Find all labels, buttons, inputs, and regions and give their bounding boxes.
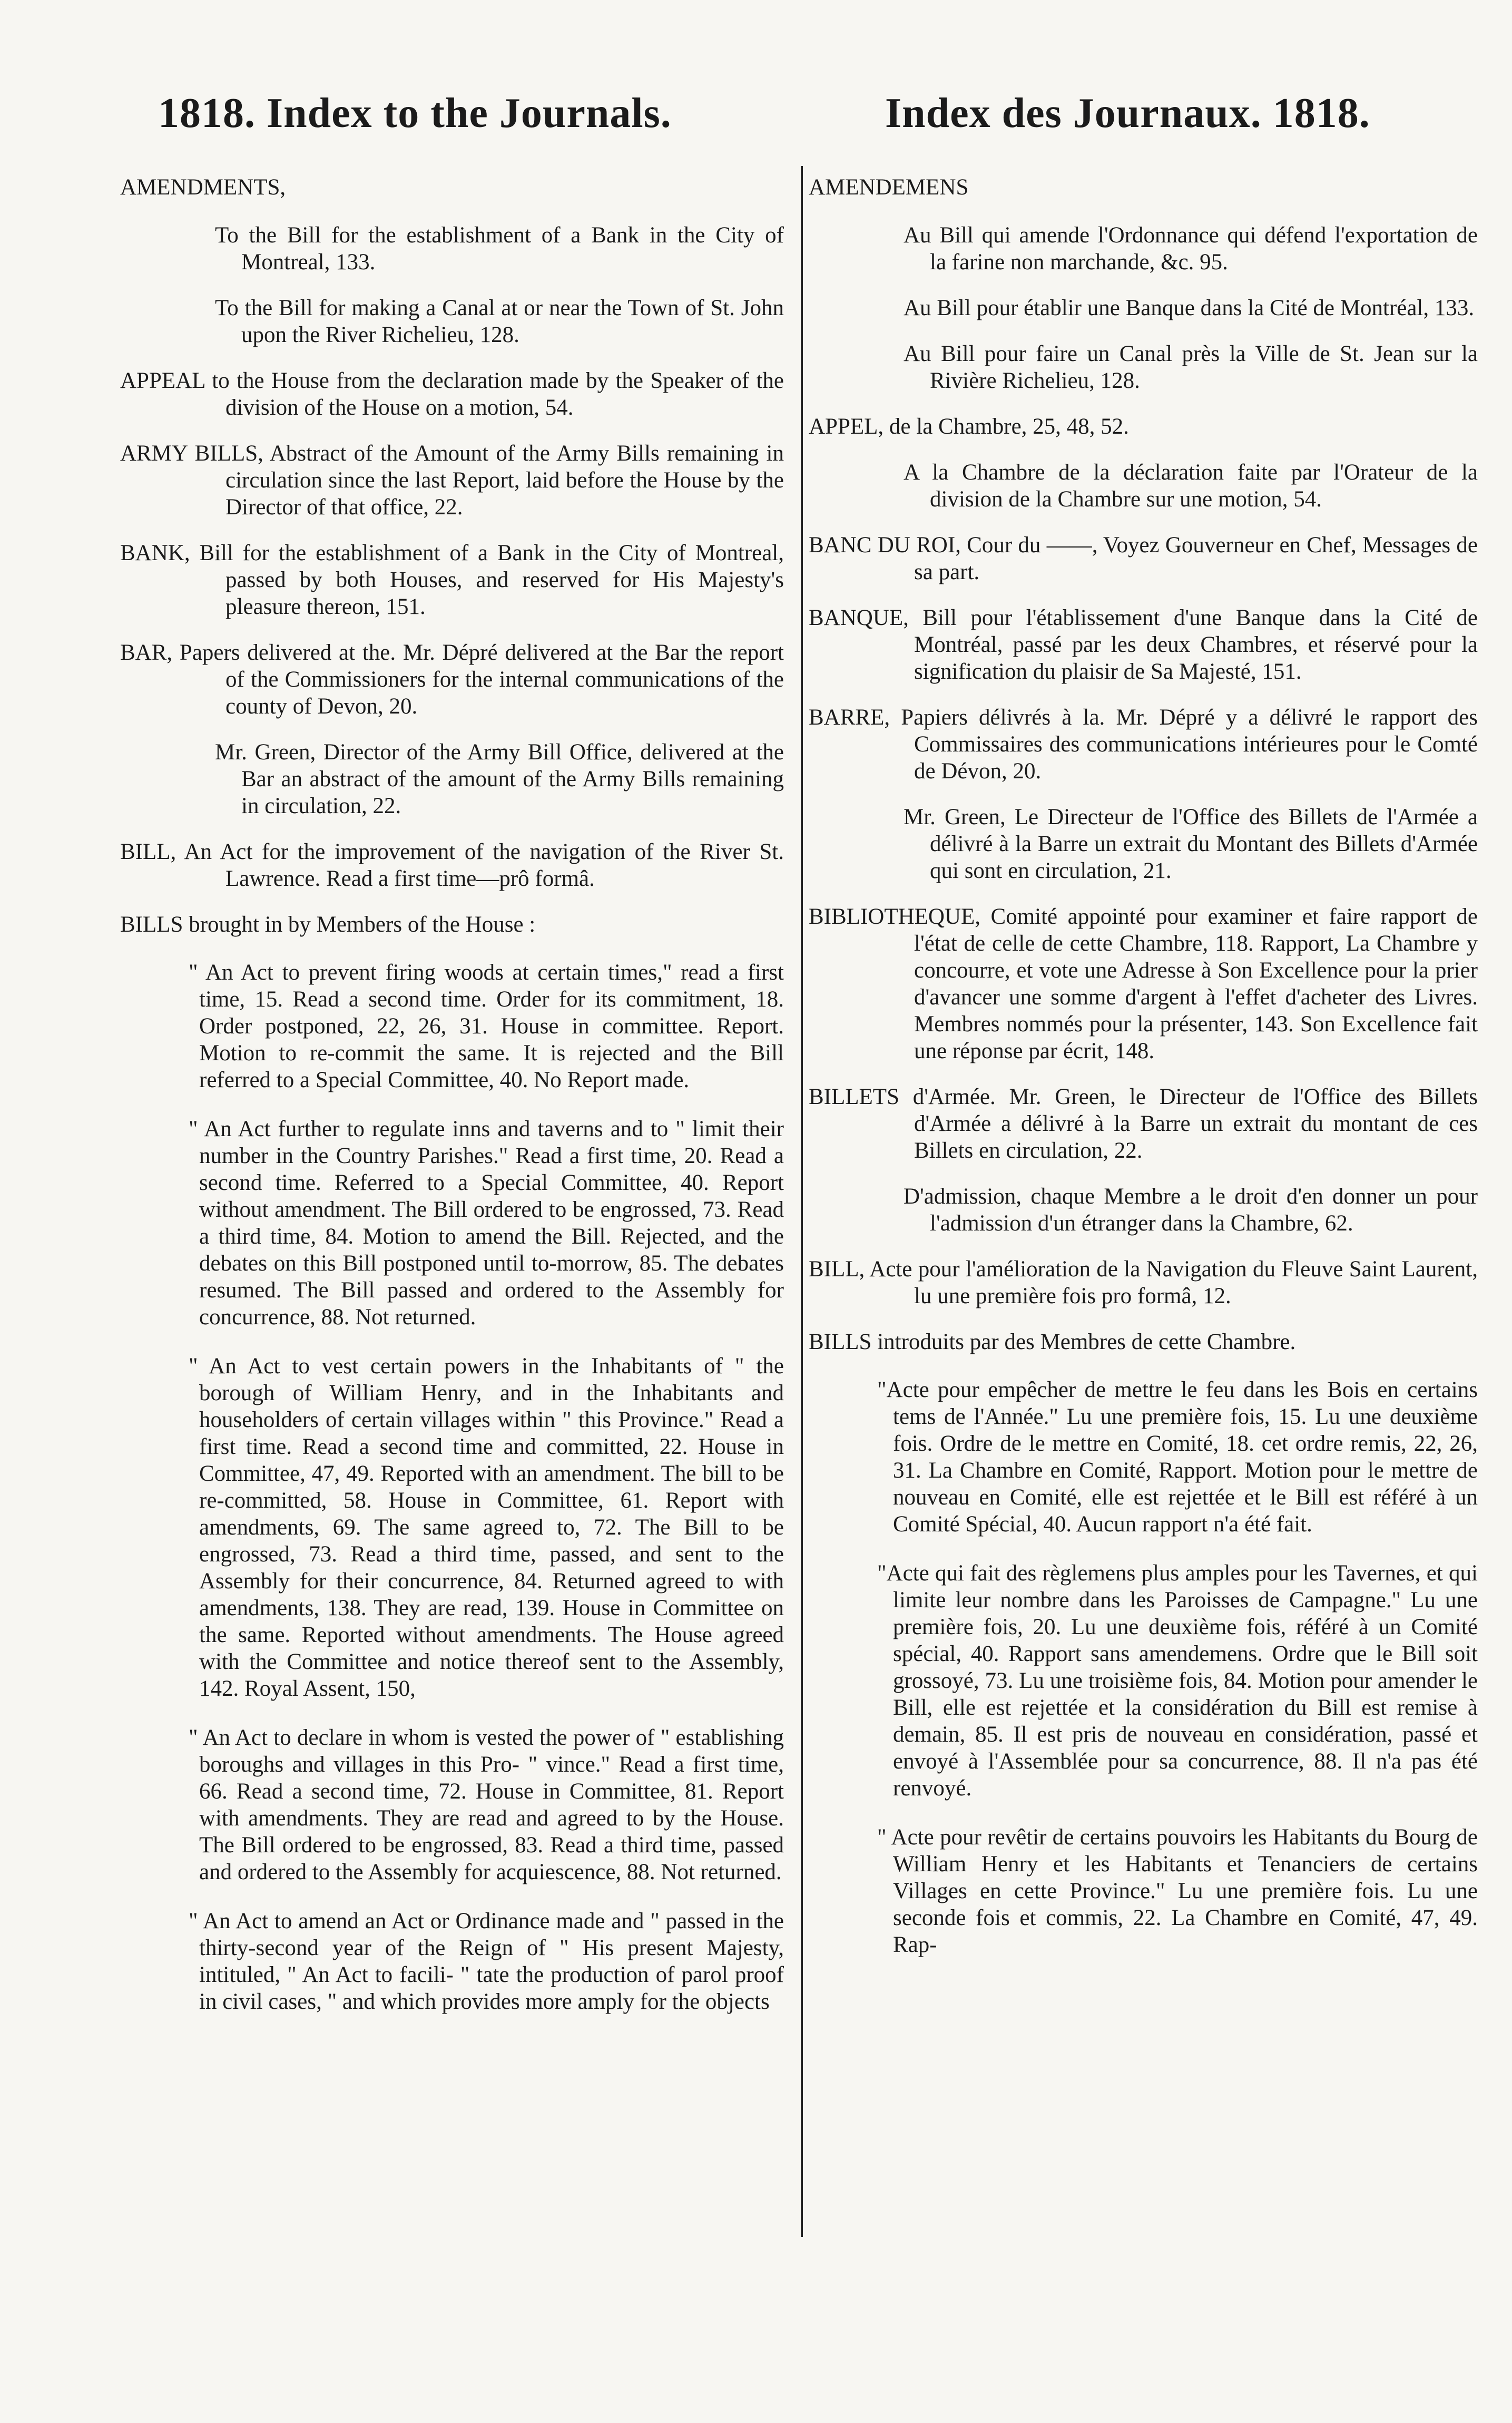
index-subentry: Au Bill pour établir une Banque dans la Cité de Montréal, 133. <box>904 296 1475 320</box>
header-left-title: 1818. Index to the Journals. <box>158 90 672 136</box>
index-heading: AMENDMENTS, <box>120 175 286 200</box>
bill-entry: "Acte pour empêcher de mettre le feu dans les Bois en certains tems de l'Année." Lu une première fois, 15. Lu une deuxième fois. Ordre de le mettre en Comité, 18. cet ordre remis, 22, 26, 31. La Chambre en Comité, Rapport. Motion pour le mettre de nouveau en Comité, elle est rejettée et le Bill est référé à un Comité Spécial, 40. Aucun rapport n'a été fait. <box>877 1377 1478 1537</box>
column-divider <box>801 166 803 2237</box>
bill-entry: " An Act further to regulate inns and taverns and to " limit their number in the Country Parishes." Read a first time, 20. Read a second time. Referred to a Special Committee, 40. Report without amendment. The Bill ordered to be engrossed, 73. Read a third time, 84. Motion to amend the Bill. Rejected, and the debates on this Bill postponed until to-morrow, 85. The debates resumed. The Bill passed and ordered to the Assembly for concurrence, 88. Not returned. <box>189 1117 784 1330</box>
column-english <box>120 174 784 2037</box>
index-entry: BANC DU ROI, Cour du ——, Voyez Gouverneur en Chef, Messages de sa part. <box>809 533 1478 584</box>
index-subentry: Mr. Green, Director of the Army Bill Office, delivered at the Bar an abstract of the amount of the Army Bills remaining in circulation, 22. <box>215 740 784 818</box>
index-subentry: To the Bill for making a Canal at or near the Town of St. John upon the River Richelieu, 128. <box>215 296 784 347</box>
index-subentry: Mr. Green, Le Directeur de l'Office des Billets de l'Armée a délivré à la Barre un extrait du Montant des Billets d'Armée qui sont en circulation, 21. <box>904 805 1478 883</box>
index-entry: BILLETS d'Armée. Mr. Green, le Directeur de l'Office des Billets d'Armée a délivré à la Barre un extrait du montant de ces Billets en circulation, 22. <box>809 1085 1478 1163</box>
bill-entry: " An Act to amend an Act or Ordinance made and " passed in the thirty-second year of the Reign of " His present Majesty, intituled, " An Act to facili- " tate the production of parol proof in civil cases, " and which provides more amply for the objects <box>189 1909 784 2014</box>
bill-entry: " An Act to prevent firing woods at certain times," read a first time, 15. Read a second time. Order for its commitment, 18. Order postponed, 22, 26, 31. House in committee. Report. Motion to re-commit the same. It is rejected and the Bill referred to a Special Committee, 40. No Report made. <box>189 960 784 1092</box>
index-heading: BILLS brought in by Members of the House : <box>120 912 536 937</box>
bill-entry: "Acte qui fait des règlemens plus amples pour les Tavernes, et qui limite leur nombre dans les Paroisses de Campagne." Lu une première fois, 20. Lu une deuxième fois, référé à un Comité spécial, 40. Rapport sans amendemens. Ordre que le Bill soit grossoyé, 73. Lu une troisième fois, 84. Motion pour amender le Bill, elle est rejettée et la considération du Bill est remise à demain, 85. Il est pris de nouveau en considération, passé et envoyé à l'Assemblée pour sa concurrence, 88. Il n'a pas été renvoyé. <box>877 1561 1478 1801</box>
index-entry: ARMY BILLS, Abstract of the Amount of the Army Bills remaining in circulation since the last Report, laid before the House by the Director of that office, 22. <box>120 441 784 520</box>
index-heading: BILLS introduits par des Membres de cette Chambre. <box>809 1330 1296 1354</box>
index-entry: BIBLIOTHEQUE, Comité appointé pour examiner et faire rapport de l'état de celle de cette Chambre, 118. Rapport, La Chambre y concourre, et vote une Adresse à Son Excellence pour la prier d'avancer une somme d'argent à l'effet d'acheter des Livres. Membres nommés pour la présenter, 143. Son Excellence fait une réponse par écrit, 148. <box>809 904 1478 1063</box>
index-subentry: A la Chambre de la déclaration faite par l'Orateur de la division de la Chambre sur une motion, 54. <box>904 460 1478 512</box>
index-subentry: Au Bill pour faire un Canal près la Ville de St. Jean sur la Rivière Richelieu, 128. <box>904 341 1478 393</box>
index-entry: APPEL, de la Chambre, 25, 48, 52. <box>809 414 1129 439</box>
index-entry: BAR, Papers delivered at the. Mr. Dépré delivered at the Bar the report of the Commissioners for the internal communications of the county of Devon, 20. <box>120 640 784 719</box>
bill-entry: " Acte pour revêtir de certains pouvoirs les Habitants du Bourg de William Henry et les Habitants et Tenanciers de certains Villages en cette Province." Lu une première fois. Lu une seconde fois et commis, 22. La Chambre en Comité, 47, 49. Rap- <box>877 1825 1478 1957</box>
index-entry: BARRE, Papiers délivrés à la. Mr. Dépré y a délivré le rapport des Commissaires des communications intérieures pour le Comté de Dévon, 20. <box>809 705 1478 784</box>
index-entry: BANQUE, Bill pour l'établissement d'une Banque dans la Cité de Montréal, passé par les deux Chambres, et réservé pour la signification du plaisir de Sa Majesté, 151. <box>809 605 1478 684</box>
index-subentry: D'admission, chaque Membre a le droit d'en donner un pour l'admission d'un étranger dans la Chambre, 62. <box>904 1184 1478 1236</box>
index-entry: APPEAL to the House from the declaration made by the Speaker of the division of the House on a motion, 54. <box>120 368 784 420</box>
bill-entry: " An Act to declare in whom is vested the power of " establishing boroughs and villages in this Pro- " vince." Read a first time, 66. Read a second time, 72. House in Committee, 81. Report with amendments. They are read and agreed to by the House. The Bill ordered to be engrossed, 83. Read a third time, passed and ordered to the Assembly for acquiescence, 88. Not returned. <box>189 1725 784 1884</box>
index-entry: BILL, Acte pour l'amélioration de la Navigation du Fleuve Saint Laurent, lu une première fois pro formâ, 12. <box>809 1257 1478 1308</box>
index-entry: BANK, Bill for the establishment of a Bank in the City of Montreal, passed by both Houses, and reserved for His Majesty's pleasure thereon, 151. <box>120 541 784 619</box>
bill-entry: " An Act to vest certain powers in the Inhabitants of " the borough of William Henry, and in the Inhabitants and householders of certain villages within " this Province." Read a first time. Read a second time and committed, 22. House in Committee, 47, 49. Reported with an amendment. The bill to be re-committed, 58. House in Committee, 61. Report with amendments, 69. The same agreed to, 72. The Bill to be engrossed, 73. Read a third time, passed, and sent to the Assembly for their concurrence, 84. Returned agreed to with amendments, 138. They are read, 139. House in Committee on the same. Reported without amendments. The House agreed with the Committee and notice thereof sent to the Assembly, 142. Royal Assent, 150, <box>189 1354 784 1701</box>
index-subentry: Au Bill qui amende l'Ordonnance qui défend l'exportation de la farine non marchande, &c. 95. <box>904 223 1478 275</box>
header-right-title: Index des Journaux. 1818. <box>885 90 1370 136</box>
index-entry: BILL, An Act for the improvement of the navigation of the River St. Lawrence. Read a first time—prô formâ. <box>120 839 784 891</box>
index-heading: AMENDEMENS <box>809 175 969 200</box>
index-subentry: To the Bill for the establishment of a Bank in the City of Montreal, 133. <box>215 223 784 275</box>
column-french <box>809 174 1478 1980</box>
